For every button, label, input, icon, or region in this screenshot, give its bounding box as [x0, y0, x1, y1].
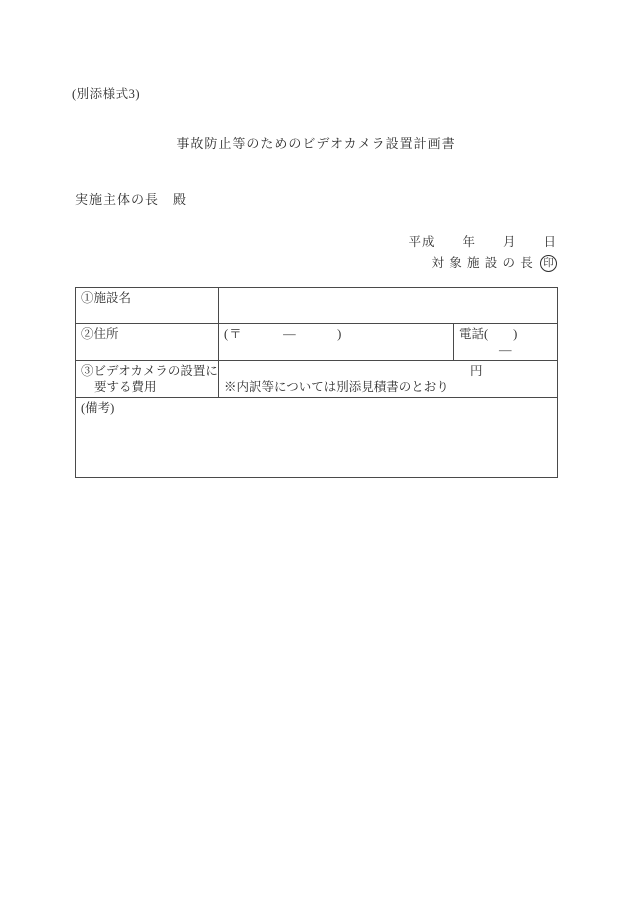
table-row-address [76, 324, 558, 361]
remarks-label: (備考) [81, 401, 115, 415]
cost-note: ※内訳等については別添見積書のとおり [224, 380, 449, 394]
form-table [75, 287, 558, 478]
page-title: 事故防止等のためのビデオカメラ設置計画書 [176, 136, 456, 151]
facility-name-value-cell [219, 288, 558, 324]
form-tag: (別添様式3) [72, 87, 141, 101]
phone-label: 電話( ) [459, 327, 518, 341]
signer-label: 対象施設の長 [431, 256, 538, 270]
facility-name-label: ①施設名 [76, 288, 219, 324]
cost-label-line1: ③ビデオカメラの設置に [81, 364, 218, 378]
cost-value-cell [219, 361, 558, 398]
address-value-cell [219, 324, 454, 361]
postal-code-template: (〒 — ) [224, 327, 343, 341]
table-row-facility-name [76, 288, 558, 324]
addressee-line: 実施主体の長 殿 [75, 192, 188, 207]
date-signature-block [75, 232, 557, 273]
phone-dash: — [499, 343, 512, 357]
phone-cell [454, 324, 558, 361]
signer-line [75, 253, 557, 273]
seal-icon: 印 [540, 255, 557, 272]
table-row-cost [76, 361, 558, 398]
cost-unit-label: 円 [470, 364, 483, 378]
cost-label [76, 361, 219, 398]
remarks-cell [76, 398, 558, 478]
date-line: 平成 年 月 日 [408, 235, 557, 249]
cost-label-line2: 要する費用 [94, 380, 157, 394]
table-row-remarks [76, 398, 558, 478]
address-label: ②住所 [76, 324, 219, 361]
